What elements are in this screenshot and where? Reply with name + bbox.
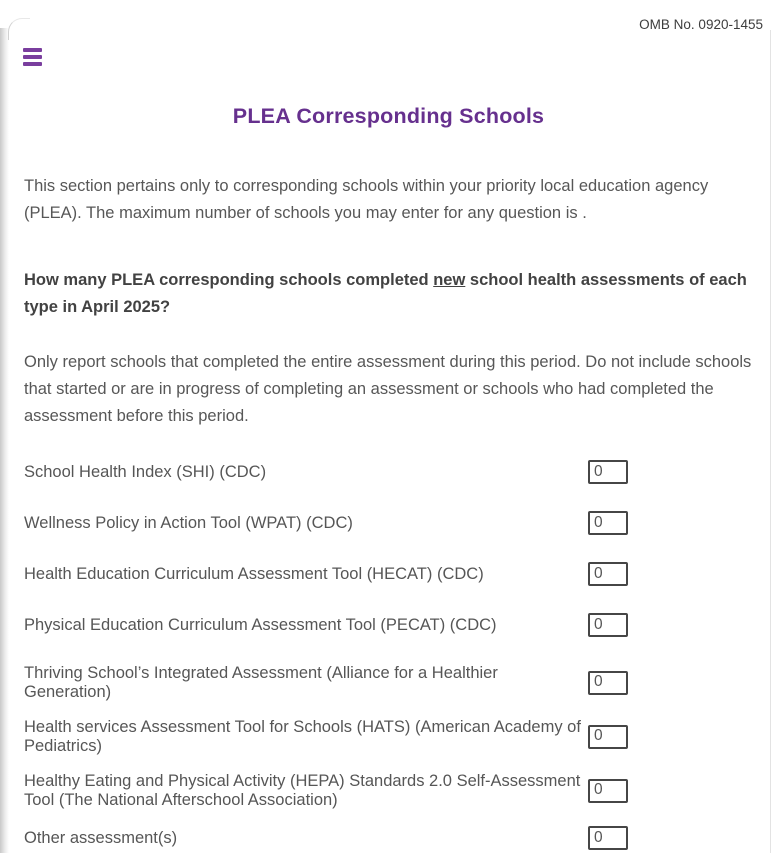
assessment-row — [24, 664, 753, 701]
omb-number: OMB No. 0920-1455 — [639, 17, 763, 32]
hamburger-bar — [23, 55, 42, 59]
question-text-before: How many PLEA corresponding schools completed — [24, 271, 434, 289]
assessment-label: Wellness Policy in Action Tool (WPAT) (CDC) — [24, 513, 353, 532]
assessment-row — [24, 718, 753, 755]
assessment-label: Other assessment(s) — [24, 828, 178, 847]
count-input[interactable] — [588, 460, 628, 484]
instructions-paragraph: Only report schools that completed the entire assessment during this period. Do not include schools that started or are in progress of completing an assessment or schools who had completed the assessment before this period. — [24, 353, 752, 425]
assessment-label: Thriving School’s Integrated Assessment (Alliance for a Healthier Generation) — [24, 664, 498, 701]
assessment-row — [24, 826, 753, 850]
page-left-shadow — [0, 28, 9, 853]
page-right-edge — [770, 30, 771, 853]
assessment-row — [24, 772, 753, 809]
question-text — [24, 267, 753, 321]
assessment-label: Physical Education Curriculum Assessment Tool (PECAT) (CDC) — [24, 615, 497, 634]
count-input[interactable] — [588, 613, 628, 637]
assessment-label: School Health Index (SHI) (CDC) — [24, 462, 267, 481]
assessment-label: Health services Assessment Tool for Schools (HATS) (American Academy of Pediatrics) — [24, 718, 581, 755]
assessment-label: Healthy Eating and Physical Activity (HEPA) Standards 2.0 Self-Assessment Tool (The National Afterschool Association) — [24, 772, 581, 809]
question-text-after: school health assessments of each type in April 2025? — [24, 271, 747, 316]
assessment-row — [24, 460, 753, 484]
assessment-label: Health Education Curriculum Assessment Tool (HECAT) (CDC) — [24, 564, 484, 583]
question-underlined-word: new — [433, 271, 466, 289]
page-title: PLEA Corresponding Schools — [232, 104, 545, 128]
assessment-row — [24, 511, 753, 535]
assessment-rows — [24, 460, 753, 850]
hamburger-bar — [23, 62, 42, 66]
assessment-row — [24, 613, 753, 637]
count-input[interactable] — [588, 671, 628, 695]
hamburger-bar — [23, 48, 42, 52]
count-input[interactable] — [588, 562, 628, 586]
count-input[interactable] — [588, 826, 628, 850]
intro-paragraph: This section pertains only to corresponding schools within your priority local education agency (PLEA). The maximum number of schools you may enter for any question is . — [24, 177, 709, 222]
count-input[interactable] — [588, 725, 628, 749]
count-input[interactable] — [588, 779, 628, 803]
count-input[interactable] — [588, 511, 628, 535]
card-corner — [8, 18, 30, 40]
hamburger-menu-icon[interactable] — [23, 48, 42, 66]
assessment-row — [24, 562, 753, 586]
